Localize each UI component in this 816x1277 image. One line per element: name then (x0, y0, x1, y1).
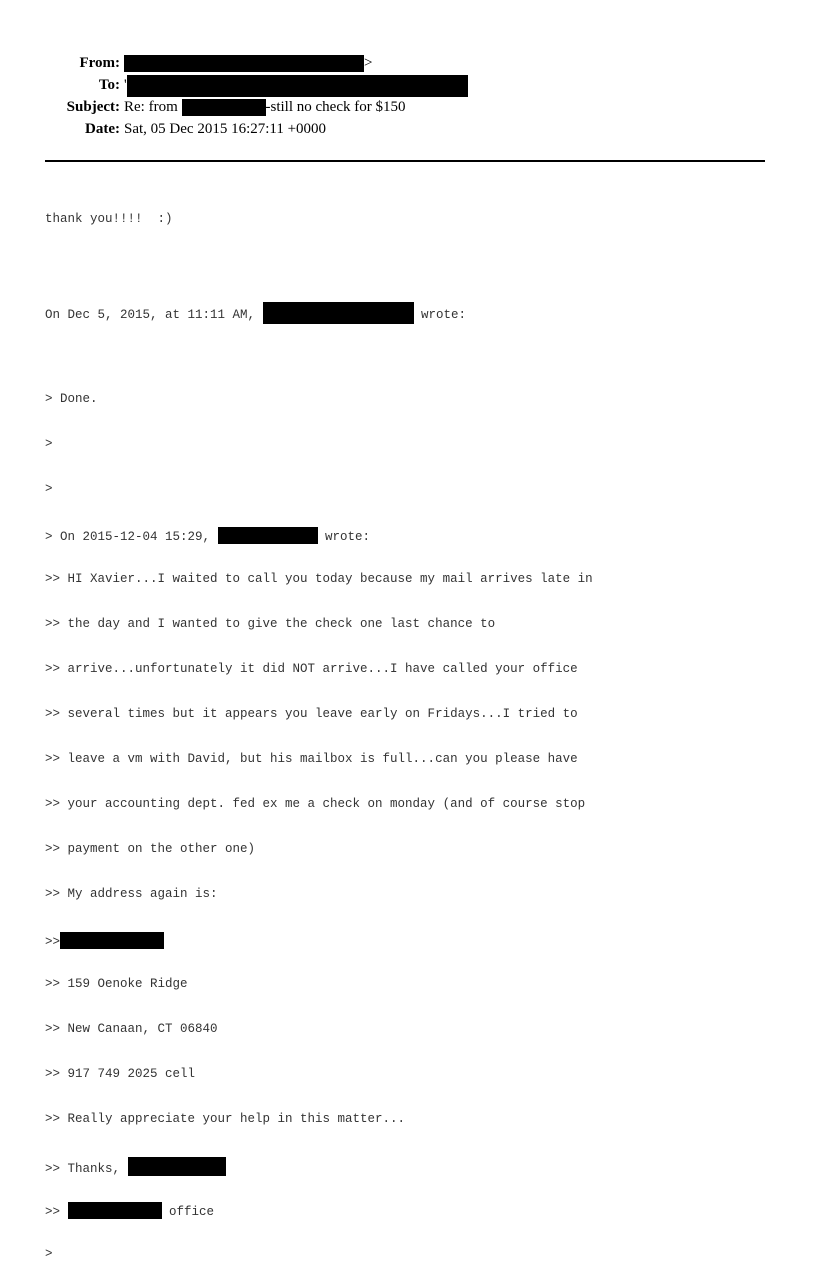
redaction-block (124, 55, 364, 72)
from-row (0, 52, 816, 74)
quote-office-suffix: office (161, 1205, 215, 1219)
quote-line: >> the day and I wanted to give the check one last chance to (45, 617, 496, 631)
quote-intro-line (45, 527, 593, 542)
quote-line: >> My address again is: (45, 887, 218, 901)
to-value (124, 74, 468, 97)
date-row (0, 118, 816, 140)
quote-line: >> several times but it appears you leave early on Fridays...I tried to (45, 707, 578, 721)
quote-intro-prefix: > On 2015-12-04 15:29, (45, 530, 218, 544)
redaction-block (263, 302, 414, 324)
redaction-block (127, 75, 468, 97)
quote-line: >> Really appreciate your help in this matter... (45, 1112, 406, 1126)
quote-line: >> leave a vm with David, but his mailbox is full...can you please have (45, 752, 578, 766)
from-suffix: > (364, 55, 373, 71)
quote-line: >> 917 749 2025 cell (45, 1067, 196, 1081)
subject-row (0, 96, 816, 118)
quote-office-prefix: >> (45, 1205, 68, 1219)
date-label: Date: (85, 121, 120, 137)
redaction-block (128, 1157, 226, 1176)
quote-line: > (45, 437, 53, 451)
email-header (0, 52, 816, 140)
from-value (124, 52, 372, 74)
quote-line: >> HI Xavier...I waited to call you today because my mail arrives late in (45, 572, 593, 586)
reply-intro-line (45, 302, 593, 322)
subject-label: Subject: (66, 99, 120, 115)
from-label: From: (79, 55, 120, 71)
to-row (0, 74, 816, 96)
quote-line: > Done. (45, 392, 98, 406)
quote-line: > (45, 1247, 53, 1261)
to-prefix: ' (124, 77, 127, 93)
quote-line: >> your accounting dept. fed ex me a check on monday (and of course stop (45, 797, 586, 811)
quote-office-line (45, 1202, 593, 1217)
redaction-block (68, 1202, 162, 1219)
quote-prefix: >> (45, 935, 61, 949)
blank-line (45, 257, 593, 272)
subject-suffix: -still no check for $150 (265, 99, 406, 115)
subject-prefix: Re: from (124, 99, 182, 115)
quote-line: >> payment on the other one) (45, 842, 256, 856)
thanks-line: thank you!!!! :) (45, 212, 173, 226)
reply-intro-suffix: wrote: (413, 308, 467, 322)
redaction-block (218, 527, 318, 544)
quote-line: > (45, 482, 53, 496)
quote-redacted-line (45, 932, 593, 947)
quote-line: >> New Canaan, CT 06840 (45, 1022, 218, 1036)
redaction-block (182, 99, 266, 116)
date-value: Sat, 05 Dec 2015 16:27:11 +0000 (124, 121, 327, 137)
subject-value (124, 96, 405, 118)
quote-intro-suffix: wrote: (317, 530, 371, 544)
email-body (45, 182, 593, 1277)
reply-intro-prefix: On Dec 5, 2015, at 11:11 AM, (45, 308, 263, 322)
quote-thanks-line (45, 1157, 593, 1176)
quote-line: >> arrive...unfortunately it did NOT arrive...I have called your office (45, 662, 578, 676)
quote-thanks-prefix: >> Thanks, (45, 1162, 128, 1176)
quote-line: >> 159 Oenoke Ridge (45, 977, 188, 991)
blank-line (45, 347, 593, 362)
to-label: To: (98, 77, 120, 93)
redaction-block (60, 932, 164, 949)
header-divider (45, 160, 765, 162)
